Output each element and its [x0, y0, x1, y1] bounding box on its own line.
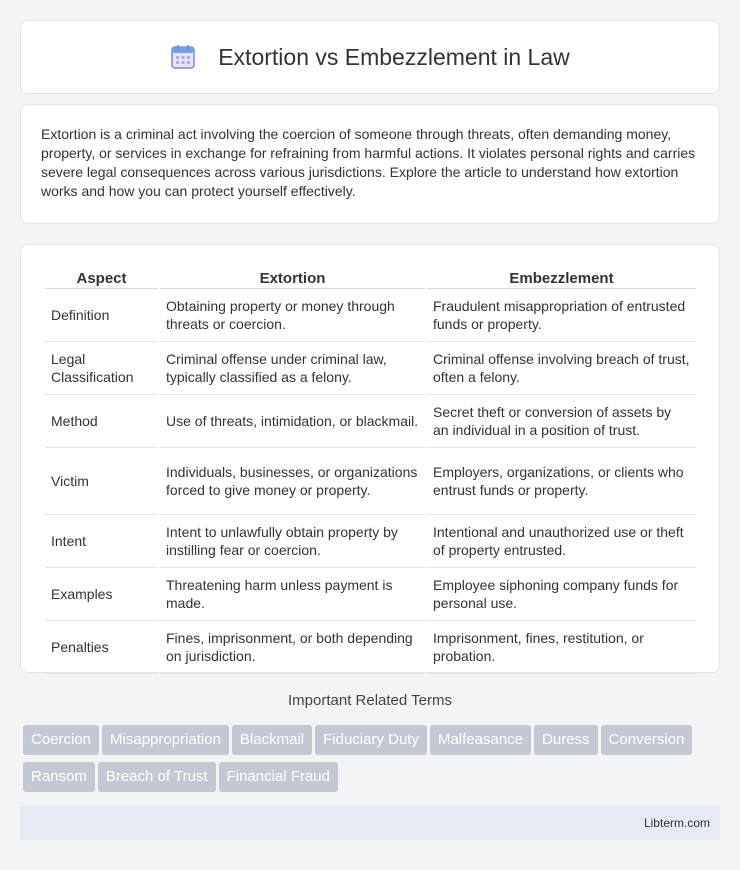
extortion-cell: Criminal offense under criminal law, typically classified as a felony. [160, 342, 425, 395]
table-row [45, 568, 696, 621]
embezzlement-cell: Employers, organizations, or clients who entrust funds or property. [427, 448, 696, 515]
extortion-cell: Obtaining property or money through threats or coercion. [160, 289, 425, 342]
column-header-aspect: Aspect [45, 265, 158, 289]
embezzlement-cell: Imprisonment, fines, restitution, or probation. [427, 621, 696, 674]
extortion-cell: Threatening harm unless payment is made. [160, 568, 425, 621]
comparison-table [43, 265, 698, 674]
embezzlement-cell: Intentional and unauthorized use or theft of property entrusted. [427, 515, 696, 568]
related-term-tag[interactable]: Malfeasance [430, 725, 531, 755]
related-terms-tags [23, 725, 713, 799]
footer [20, 806, 720, 840]
footer-site-link[interactable]: Libterm.com [643, 816, 710, 830]
aspect-cell: Intent [45, 515, 158, 568]
extortion-cell: Fines, imprisonment, or both depending on jurisdiction. [160, 621, 425, 674]
embezzlement-cell: Secret theft or conversion of assets by an individual in a position of trust. [427, 395, 696, 448]
table-row [45, 448, 696, 515]
related-terms-title: Important Related Terms [288, 692, 452, 709]
page-title: Extortion vs Embezzlement in Law [218, 43, 570, 70]
table-header-row [45, 265, 696, 289]
table-row [45, 395, 696, 448]
related-term-tag[interactable]: Financial Fraud [219, 762, 338, 792]
related-term-tag[interactable]: Coercion [23, 725, 99, 755]
related-term-tag[interactable]: Duress [534, 725, 598, 755]
table-row [45, 621, 696, 674]
calendar-icon [170, 44, 196, 70]
embezzlement-cell: Criminal offense involving breach of trust, often a felony. [427, 342, 696, 395]
aspect-cell: Legal Classification [45, 342, 158, 395]
header-card [20, 20, 720, 94]
related-term-tag[interactable]: Fiduciary Duty [315, 725, 427, 755]
embezzlement-cell: Employee siphoning company funds for personal use. [427, 568, 696, 621]
table-row [45, 342, 696, 395]
intro-card [20, 104, 720, 224]
table-row [45, 289, 696, 342]
embezzlement-cell: Fraudulent misappropriation of entrusted funds or property. [427, 289, 696, 342]
comparison-card [20, 244, 720, 673]
extortion-cell: Use of threats, intimidation, or blackmail. [160, 395, 425, 448]
extortion-cell: Intent to unlawfully obtain property by instilling fear or coercion. [160, 515, 425, 568]
related-term-tag[interactable]: Conversion [601, 725, 693, 755]
aspect-cell: Definition [45, 289, 158, 342]
column-header-extortion: Extortion [160, 265, 425, 289]
table-body [45, 289, 696, 674]
related-terms-section [20, 692, 720, 709]
related-term-tag[interactable]: Ransom [23, 762, 95, 792]
extortion-cell: Individuals, businesses, or organizations forced to give money or property. [160, 448, 425, 515]
related-term-tag[interactable]: Misappropriation [102, 725, 229, 755]
aspect-cell: Examples [45, 568, 158, 621]
column-header-embezzlement: Embezzlement [427, 265, 696, 289]
aspect-cell: Penalties [45, 621, 158, 674]
intro-text: Extortion is a criminal act involving the coercion of someone through threats, often demanding money, property, or services in exchange for refraining from harmful actions. It violates personal rights and carries severe legal consequences across various jurisdictions. Explore the article to understand how extortion works and how you can protect yourself effectively. [41, 126, 696, 199]
aspect-cell: Victim [45, 448, 158, 515]
table-row [45, 515, 696, 568]
related-term-tag[interactable]: Blackmail [232, 725, 312, 755]
aspect-cell: Method [45, 395, 158, 448]
related-term-tag[interactable]: Breach of Trust [98, 762, 216, 792]
